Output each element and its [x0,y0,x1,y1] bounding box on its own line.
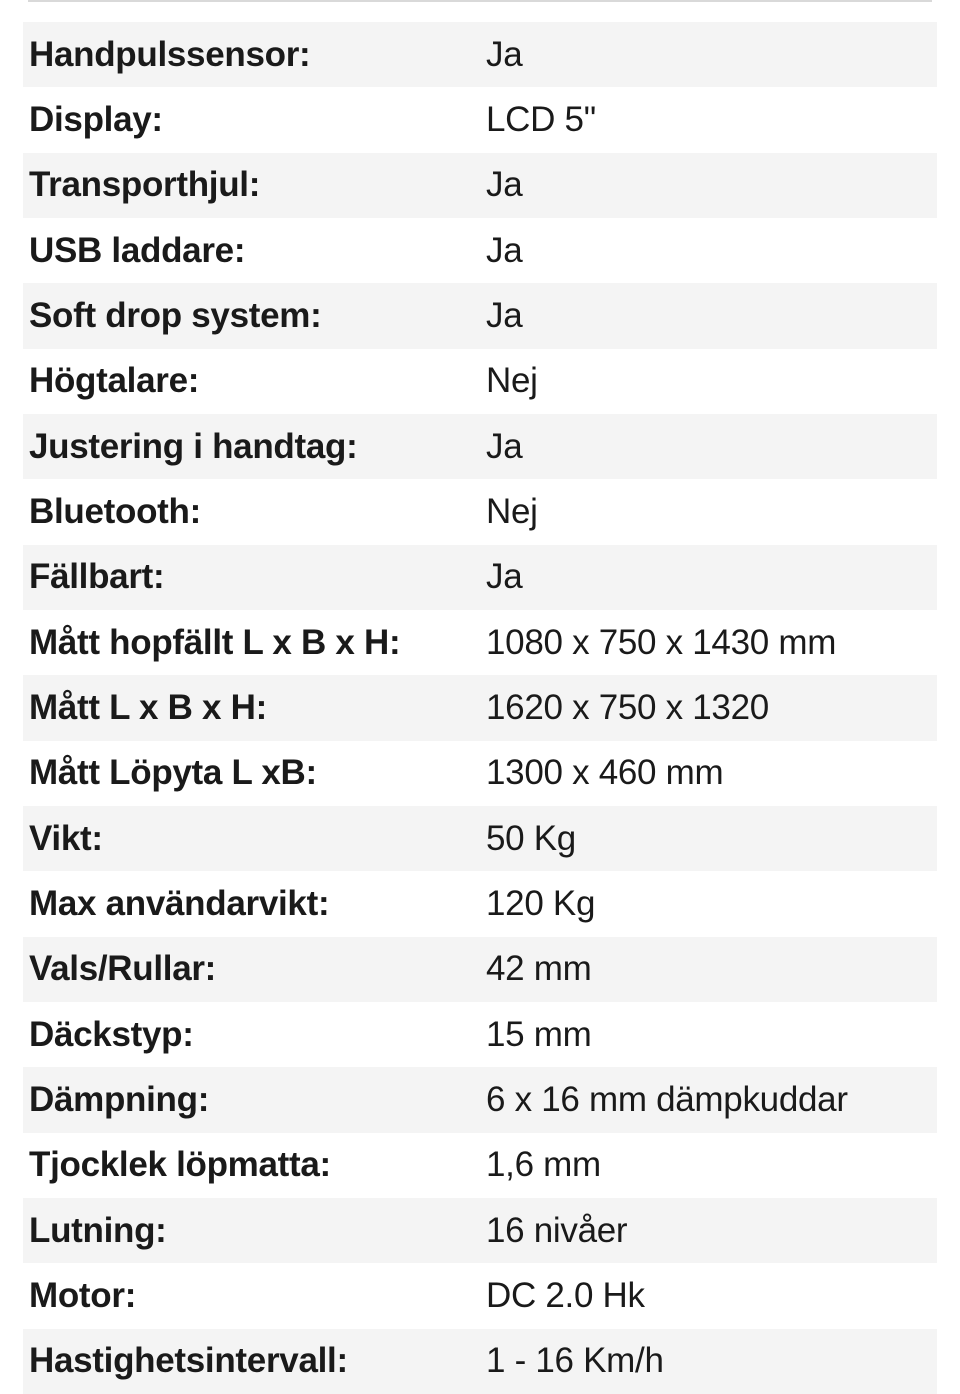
spec-label: Transporthjul: [29,165,261,205]
spec-row-matt-lopyta [23,741,937,806]
spec-label: Soft drop system: [29,295,322,335]
spec-row-tjocklek-lopmatta [23,1133,937,1198]
spec-value: DC 2.0 Hk [486,1275,645,1315]
spec-value: Ja [486,230,523,270]
spec-row-usb-laddare [23,218,937,283]
spec-value: Ja [486,34,523,74]
spec-label: Mått Löpyta L xB: [29,753,317,793]
spec-label: Högtalare: [29,361,200,401]
spec-value: 15 mm [486,1014,592,1054]
spec-value: Ja [486,165,523,205]
spec-label: Display: [29,99,163,139]
spec-row-justering-i-handtag [23,414,937,479]
spec-value: Ja [486,557,523,597]
spec-row-lutning [23,1198,937,1263]
spec-label: Vals/Rullar: [29,949,217,989]
spec-label: Bluetooth: [29,491,201,531]
spec-row-hogtalare [23,349,937,414]
spec-label: Däckstyp: [29,1014,194,1054]
spec-value: 50 Kg [486,818,576,858]
spec-row-max-anvandarvikt [23,871,937,936]
spec-label: Justering i handtag: [29,426,358,466]
spec-label: Tjocklek löpmatta: [29,1145,331,1185]
spec-value: 120 Kg [486,883,596,923]
spec-row-display [23,87,937,152]
spec-row-vikt [23,806,937,871]
spec-row-vals-rullar [23,937,937,1002]
spec-label: Vikt: [29,818,103,858]
spec-label: Lutning: [29,1210,167,1250]
spec-value: LCD 5" [486,99,596,139]
spec-value: 16 nivåer [486,1210,628,1250]
spec-row-transporthjul [23,153,937,218]
spec-row-hastighetsintervall [23,1329,937,1394]
spec-value: 42 mm [486,949,592,989]
spec-label: Mått L x B x H: [29,687,267,727]
spec-row-handpulssensor [23,22,937,87]
spec-value: 6 x 16 mm dämpkuddar [486,1079,848,1119]
spec-value: 1620 x 750 x 1320 [486,687,769,727]
spec-label: USB laddare: [29,230,246,270]
spec-row-dackstyp [23,1002,937,1067]
spec-label: Hastighetsintervall: [29,1341,348,1381]
spec-label: Motor: [29,1275,137,1315]
spec-value: Nej [486,491,538,531]
spec-table [23,22,937,1394]
spec-row-fallbart [23,545,937,610]
spec-label: Mått hopfällt L x B x H: [29,622,401,662]
spec-row-bluetooth [23,479,937,544]
spec-value: 1080 x 750 x 1430 mm [486,622,837,662]
top-divider [28,0,932,2]
spec-row-motor [23,1263,937,1328]
spec-label: Fällbart: [29,557,165,597]
spec-row-matt [23,675,937,740]
spec-row-dampning [23,1067,937,1132]
spec-value: Ja [486,295,523,335]
spec-label: Dämpning: [29,1079,210,1119]
spec-value: 1 - 16 Km/h [486,1341,664,1381]
spec-value: Ja [486,426,523,466]
spec-value: 1,6 mm [486,1145,601,1185]
spec-label: Max användarvikt: [29,883,330,923]
spec-row-matt-hopfallt [23,610,937,675]
spec-value: Nej [486,361,538,401]
spec-label: Handpulssensor: [29,34,311,74]
spec-value: 1300 x 460 mm [486,753,724,793]
spec-row-soft-drop-system [23,283,937,348]
